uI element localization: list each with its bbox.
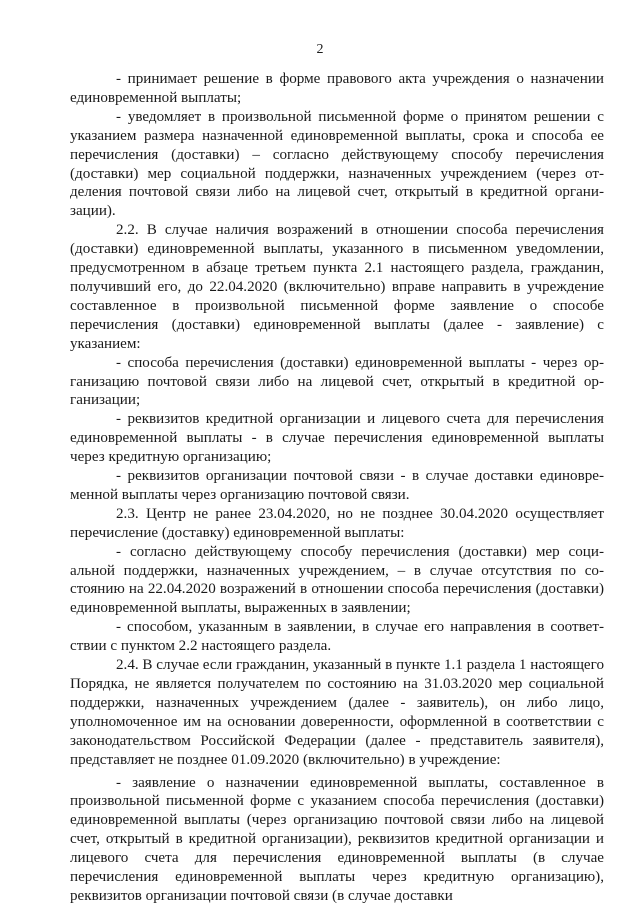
page-number: 2	[316, 42, 324, 57]
paragraph-notify: - уведомляет в произвольной письменной форме о принятом решении с указанием размера назначенной единовременной выплаты, срока и способа ее перечисления (доставки) – согласно действующему способу перечисления (доставки) мер социальной поддержки, назначенных учреждением (через отделения почтовой связи либо на лицевой счет, открытый в кредитной организации).	[70, 108, 604, 220]
paragraph-2-3: 2.3. Центр не ранее 23.04.2020, но не позднее 30.04.2020 осуществляет перечисление (доставку) единовременной выплаты:	[70, 505, 604, 541]
paragraph-application: - заявление о назначении единовременной выплаты, составленное в произвольной письменной форме с указанием способа перечисления (доставки) единовременной выплаты (через организацию почтовой связи либо на лицевой счет, открытый в кредитной организации), реквизитов кредитной организации и лицевого счета для перечисления единовременной выплаты (в случае перечисления единовременной выплаты через кредитную организацию), реквизитов организации почтовой связи (в случае доставки	[70, 774, 604, 904]
paragraph-decision: - принимает решение в форме правового акта учреждения о назначении единовременной выплаты;	[70, 71, 604, 106]
document-body	[70, 70, 604, 906]
paragraph-2-2: 2.2. В случае наличия возражений в отношении способа перечисления (доставки) единовременной выплаты, указанного в письменном уведомлении, предусмотренном в абзаце третьем пункта 2.1 настоящего раздела, гражданин, получивший его, до 22.04.2020 (включительно) вправе направить в учреждение составленное в произвольной письменной форме заявление о способе перечисления (доставки) единовременной выплаты (далее - заявление) с указанием:	[70, 222, 604, 352]
paragraph-current-method: - согласно действующему способу перечисления (доставки) мер социальной поддержки, назначенных учреждением, – в случае отсутствия по состоянию на 22.04.2020 возражений в отношении способа перечисления (доставки) единовременной выплаты, выраженных в заявлении;	[70, 543, 604, 617]
paragraph-post-details: - реквизитов организации почтовой связи - в случае доставки единовременной выплаты через организацию почтовой связи.	[70, 468, 604, 503]
paragraph-bank-details: - реквизитов кредитной организации и лицевого счета для перечисления единовременной выплаты - в случае перечисления единовременной выплаты через кредитную организацию;	[70, 411, 604, 466]
paragraph-transfer-method: - способа перечисления (доставки) единовременной выплаты - через организацию почтовой связи либо на лицевой счет, открытый в кредитной организации;	[70, 354, 604, 409]
paragraph-stated-method: - способом, указанным в заявлении, в случае его направления в соответствии с пунктом 2.2 настоящего раздела.	[70, 619, 604, 655]
paragraph-2-4: 2.4. В случае если гражданин, указанный в пункте 1.1 раздела 1 настоящего Порядка, не является получателем по состоянию на 31.03.2020 мер социальной поддержки, назначенных учреждением (далее - заявитель), он либо лицо, уполномоченное им на основании доверенности, оформленной в соответствии с законодательством Российской Федерации (далее - представитель заявителя), представляет не позднее 01.09.2020 (включительно) в учреждение:	[70, 657, 604, 768]
